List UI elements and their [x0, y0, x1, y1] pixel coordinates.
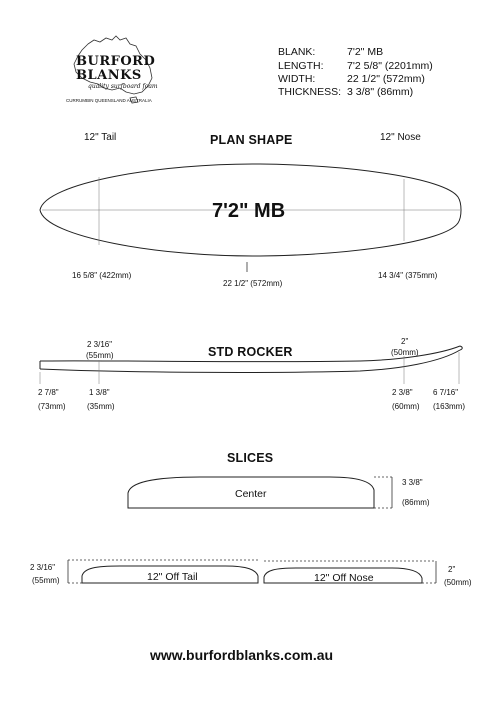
center-width-label: 22 1/2" (572mm): [223, 279, 283, 288]
spec-label-blank: BLANK:: [278, 46, 316, 58]
tail-width-label: 16 5/8" (422mm): [72, 271, 132, 280]
spec-label-thickness: THICKNESS:: [278, 86, 342, 98]
tail-slice-mm: (55mm): [32, 576, 60, 585]
center-slice-mm: (86mm): [402, 498, 430, 507]
logo-tagline: quality surfboard foam: [88, 83, 158, 90]
rocker-nose-mm: (163mm): [433, 402, 466, 411]
rocker-title: STD ROCKER: [208, 345, 293, 359]
spec-value-length: 7'2 5/8" (2201mm): [347, 60, 433, 72]
board-name: 7'2" MB: [212, 200, 286, 222]
rocker-nose-in: 6 7/16": [433, 388, 459, 397]
rocker-top-left-mm: (55mm): [86, 351, 114, 360]
logo-line2: BLANKS: [76, 68, 142, 83]
rocker-tail-in: 2 7/8": [38, 388, 59, 397]
rocker-nose-tip: [460, 346, 462, 350]
spec-value-blank: 7'2" MB: [347, 46, 384, 58]
website-link[interactable]: www.burfordblanks.com.au: [150, 647, 334, 663]
logo: [60, 34, 176, 108]
rocker-tail-mm: (73mm): [38, 402, 66, 411]
spec-label-length: LENGTH:: [278, 60, 324, 72]
tail-slice-in: 2 3/16": [30, 563, 56, 572]
nose-width-label: 14 3/4" (375mm): [378, 271, 438, 280]
tail-12-label: 12" Tail: [84, 132, 117, 143]
rocker-12tail-in: 1 3/8": [89, 388, 110, 397]
rocker-12nose-mm: (60mm): [392, 402, 420, 411]
nose-12-label: 12" Nose: [380, 132, 421, 143]
nose-slice-label: 12" Off Nose: [314, 572, 374, 584]
rocker-12tail-mm: (35mm): [87, 402, 115, 411]
tail-slice-label: 12" Off Tail: [147, 571, 198, 583]
spec-label-width: WIDTH:: [278, 73, 316, 85]
rocker-top-left-in: 2 3/16": [87, 340, 113, 349]
spec-value-width: 22 1/2" (572mm): [347, 73, 425, 85]
spec-value-thickness: 3 3/8" (86mm): [347, 86, 414, 98]
logo-line1: BURFORD: [76, 54, 156, 69]
plan-shape-title: PLAN SHAPE: [210, 133, 293, 147]
center-slice-in: 3 3/8": [402, 478, 423, 487]
rocker-top-right-in: 2": [401, 337, 409, 346]
nose-slice-in: 2": [448, 565, 456, 574]
rocker-12nose-in: 2 3/8": [392, 388, 413, 397]
rocker-top-right-mm: (50mm): [391, 348, 419, 357]
logo-location: CURRUMBIN QUEENSLAND AUSTRALIA: [66, 98, 152, 103]
center-slice-label: Center: [235, 488, 267, 500]
nose-slice-mm: (50mm): [444, 578, 472, 587]
slices-title: SLICES: [227, 451, 274, 465]
